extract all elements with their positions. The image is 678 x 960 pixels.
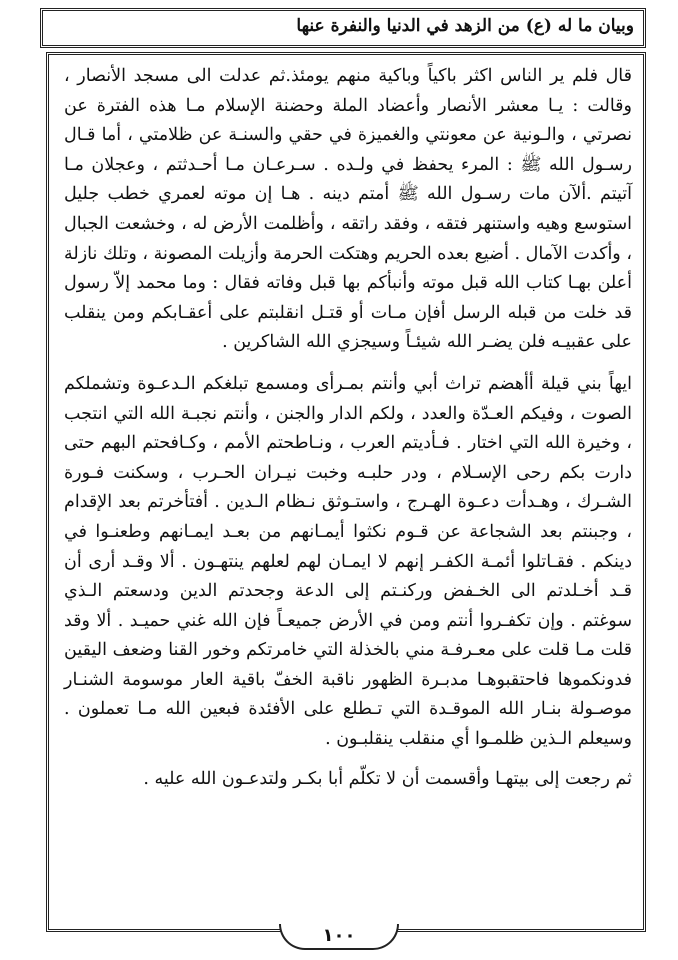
paragraph-2: ايهاً بني قيلة أأهضم تراث أبي وأنتم بمـرأى ومسمع تبلغكم الـدعـوة وتشملكم الصوت ، وفيكم العـدّة والعدد ، ولكم الدار والجنن ، وأنتم نجبـة الله التي انتجب ، وخيرة الله التي اختار . فـأديتم العرب ، ونـاطحتم الأمم ، وكـافحتم البهم حتى دارت بكم رحى الإسـلام ، ودر حلبـه وخبت نيـران الحـرب ، وسكنت فـورة الشـرك ، وهـدأت دعـوة الهـرج ، واستـوثق نـظام الـدين . أفتأخرتم بعد الإقدام ، وجبنتم بعد الشجاعة عن قـوم نكثوا أيمـانهم من بعـد ايمـانهم وطعنـوا في دينكم . فقـاتلوا أئمـة الكفـر إنهم لا ايمـان لهم لعلهم ينتهـون . ألا وقـد أرى أن قـد أخـلدتم الى الخـفض وركنـتم إلى الدعة وجحدتم الدين ودسعتم الـذي سوغتم . وإن تكفـروا أنتم ومن في الأرض جميعـاً فإن الله غني حميـد . ألا وقد قلت مـا قلت على معـرفـة مني بالخذلة التي خامرتكم وخور القنا وضعف اليقين فدونكموها فاحتقبوهـا مدبـرة الظهور ناقبة الخفّ باقية العار موسومة الشنـار موصـولة بنـار الله الموقـدة التي تـطلع على الأفئدة فبعين الله مـا تعملون . وسيعلم الـذين ظلمـوا أي منقلب ينقلبـون .: [64, 373, 632, 750]
paragraph-1: قال فلم ير الناس اكثر باكياً وباكية منهم يومئذ.ثم عدلت الى مسجد الأنصار ، وقالت : يـا معشر الأنصار وأعضاد الملة وحضنة الإسلام مـا هذه الفترة عن نصرتي ، والـونية عن معونتي والغميزة في حقي والسنـة عن ظلامتي ، أما قـال رسـول الله ﷺ : المرء يحفظ في ولـده . سـرعـان مـا أحـدثتم ، وعجلان مـا آتيتم .ألآن مات رسـول الله ﷺ أمتم دينه . هـا إن موته لعمري خطب جليل استوسع وهيه واستنهر فتقه ، وفقد راتقه ، وأظلمت الأرض له ، وخشعت الجبال ، وأكدت الآمال . أضيع بعده الحريم وهتكت الحرمة وأزيلت المصونة ، وتلك نازلة أعلن بهـا كتاب الله قبل موته وأنبأكم بها قبل وفاته فقال : وما محمد إلاّ رسول قد خلت من قبله الرسل أفإن مـات أو قتـل انقلبتم على أعقـابكم ومن ينقلب على عقبيـه فلن يضـر الله شيئـاً وسيجزي الله الشاكرين .: [64, 66, 632, 353]
paragraph-3: ثم رجعت إلى بيتهـا وأقسمت أن لا تكلّم أبا بكـر ولتدعـون الله عليه .: [143, 768, 632, 789]
page-number: ١٠٠: [322, 925, 356, 946]
page-header-title: وبيان ما له (ع) من الزهد في الدنيا والنفرة عنها: [296, 16, 634, 36]
body-text: [64, 62, 632, 794]
